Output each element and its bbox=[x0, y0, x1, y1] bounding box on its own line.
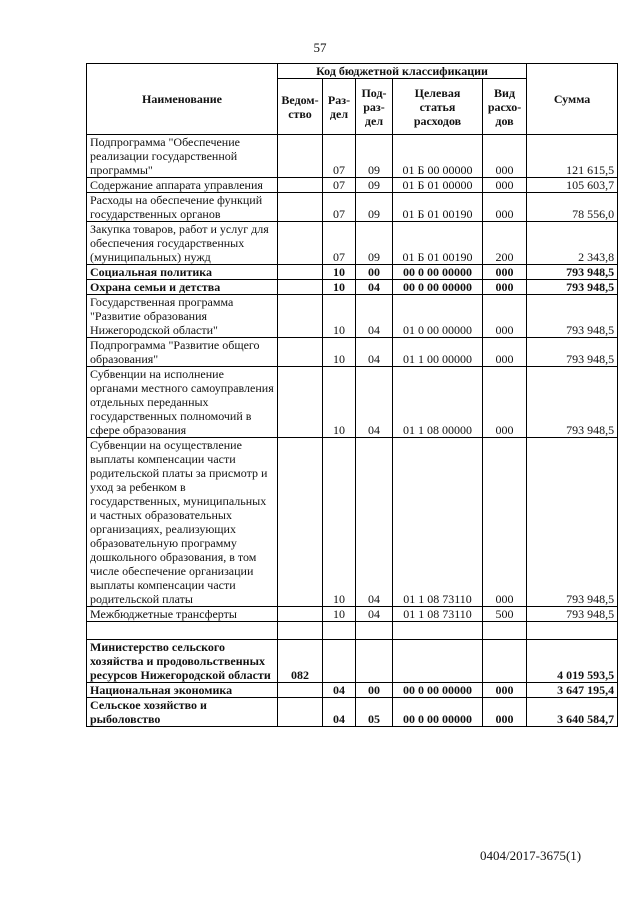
row-subsection: 05 bbox=[356, 698, 393, 727]
row-department bbox=[278, 338, 323, 367]
row-expense-type: 500 bbox=[483, 607, 527, 622]
row-subsection: 00 bbox=[356, 265, 393, 280]
row-section: 10 bbox=[323, 367, 356, 438]
row-section bbox=[323, 640, 356, 683]
row-name: Государственная программа "Развитие образования Нижегородской области" bbox=[87, 295, 278, 338]
row-amount: 793 948,5 bbox=[527, 295, 618, 338]
row-expense-type: 000 bbox=[483, 193, 527, 222]
row-name: Подпрограмма "Развитие общего образования" bbox=[87, 338, 278, 367]
row-subsection: 04 bbox=[356, 295, 393, 338]
row-department bbox=[278, 295, 323, 338]
table-row bbox=[87, 193, 618, 222]
row-target-article: 00 0 00 00000 bbox=[393, 265, 483, 280]
header-name: Наименование bbox=[87, 64, 278, 135]
row-subsection bbox=[356, 640, 393, 683]
row-amount: 2 343,8 bbox=[527, 222, 618, 265]
row-subsection: 04 bbox=[356, 438, 393, 607]
row-section: 04 bbox=[323, 683, 356, 698]
row-subsection: 09 bbox=[356, 222, 393, 265]
row-department bbox=[278, 222, 323, 265]
row-section: 10 bbox=[323, 295, 356, 338]
row-target-article: 00 0 00 00000 bbox=[393, 698, 483, 727]
row-expense-type bbox=[483, 622, 527, 640]
row-department bbox=[278, 683, 323, 698]
row-section: 07 bbox=[323, 178, 356, 193]
row-target-article: 01 1 00 00000 bbox=[393, 338, 483, 367]
row-expense-type: 000 bbox=[483, 178, 527, 193]
table-row bbox=[87, 265, 618, 280]
row-name: Расходы на обеспечение функций государственных органов bbox=[87, 193, 278, 222]
table-row bbox=[87, 280, 618, 295]
table-row bbox=[87, 607, 618, 622]
row-name: Субвенции на осуществление выплаты компенсации части родительской платы за присмотр и уход за ребенком в государственных, муниципальных и частных образовательных организациях, реализующих образовательную программу дошкольного образования, в том числе обеспечение организации выплаты компенсации части родительской платы bbox=[87, 438, 278, 607]
table-row bbox=[87, 222, 618, 265]
row-target-article: 01 1 08 00000 bbox=[393, 367, 483, 438]
row-amount: 793 948,5 bbox=[527, 338, 618, 367]
table-row bbox=[87, 622, 618, 640]
table-row bbox=[87, 295, 618, 338]
row-name: Закупка товаров, работ и услуг для обеспечения государственных (муниципальных) нужд bbox=[87, 222, 278, 265]
row-subsection: 04 bbox=[356, 280, 393, 295]
table-row bbox=[87, 135, 618, 178]
table-row bbox=[87, 698, 618, 727]
table-row bbox=[87, 640, 618, 683]
table-row bbox=[87, 367, 618, 438]
row-name: Содержание аппарата управления bbox=[87, 178, 278, 193]
row-target-article bbox=[393, 622, 483, 640]
row-target-article: 01 1 08 73110 bbox=[393, 438, 483, 607]
document-code: 0404/2017-3675(1) bbox=[480, 848, 582, 863]
row-amount: 793 948,5 bbox=[527, 367, 618, 438]
row-subsection: 04 bbox=[356, 367, 393, 438]
row-section: 07 bbox=[323, 222, 356, 265]
row-subsection: 04 bbox=[356, 607, 393, 622]
row-subsection: 09 bbox=[356, 178, 393, 193]
row-amount bbox=[527, 622, 618, 640]
row-amount: 105 603,7 bbox=[527, 178, 618, 193]
row-amount: 121 615,5 bbox=[527, 135, 618, 178]
row-department bbox=[278, 698, 323, 727]
row-section: 10 bbox=[323, 438, 356, 607]
row-amount: 793 948,5 bbox=[527, 438, 618, 607]
table-row bbox=[87, 683, 618, 698]
row-target-article: 01 Б 00 00000 bbox=[393, 135, 483, 178]
header-subsection: Под-раз-дел bbox=[356, 79, 393, 135]
table-row bbox=[87, 338, 618, 367]
row-expense-type bbox=[483, 640, 527, 683]
budget-table bbox=[86, 63, 618, 727]
row-department bbox=[278, 135, 323, 178]
row-expense-type: 000 bbox=[483, 135, 527, 178]
row-target-article bbox=[393, 640, 483, 683]
row-name: Межбюджетные трансферты bbox=[87, 607, 278, 622]
row-expense-type: 200 bbox=[483, 222, 527, 265]
row-name: Национальная экономика bbox=[87, 683, 278, 698]
header-expense-type: Вид расхо-дов bbox=[483, 79, 527, 135]
row-section: 10 bbox=[323, 607, 356, 622]
header-department: Ведом-ство bbox=[278, 79, 323, 135]
table-body bbox=[87, 135, 618, 727]
row-section bbox=[323, 622, 356, 640]
row-subsection: 00 bbox=[356, 683, 393, 698]
row-amount: 793 948,5 bbox=[527, 607, 618, 622]
row-department bbox=[278, 367, 323, 438]
row-department: 082 bbox=[278, 640, 323, 683]
row-target-article: 01 Б 01 00190 bbox=[393, 193, 483, 222]
table-header bbox=[87, 64, 618, 135]
header-section: Раз-дел bbox=[323, 79, 356, 135]
row-amount: 3 640 584,7 bbox=[527, 698, 618, 727]
row-section: 10 bbox=[323, 338, 356, 367]
row-expense-type: 000 bbox=[483, 683, 527, 698]
row-section: 10 bbox=[323, 280, 356, 295]
row-name: Подпрограмма "Обеспечение реализации государственной программы" bbox=[87, 135, 278, 178]
table-row bbox=[87, 438, 618, 607]
row-department bbox=[278, 438, 323, 607]
row-subsection: 04 bbox=[356, 338, 393, 367]
row-target-article: 01 Б 01 00000 bbox=[393, 178, 483, 193]
row-amount: 4 019 593,5 bbox=[527, 640, 618, 683]
row-expense-type: 000 bbox=[483, 338, 527, 367]
row-name bbox=[87, 622, 278, 640]
row-department bbox=[278, 280, 323, 295]
row-amount: 3 647 195,4 bbox=[527, 683, 618, 698]
header-target-article: Целевая статья расходов bbox=[393, 79, 483, 135]
row-subsection: 09 bbox=[356, 193, 393, 222]
row-amount: 793 948,5 bbox=[527, 265, 618, 280]
row-department bbox=[278, 178, 323, 193]
row-expense-type: 000 bbox=[483, 295, 527, 338]
row-section: 07 bbox=[323, 135, 356, 178]
row-target-article: 00 0 00 00000 bbox=[393, 683, 483, 698]
row-expense-type: 000 bbox=[483, 698, 527, 727]
row-target-article: 01 0 00 00000 bbox=[393, 295, 483, 338]
row-subsection bbox=[356, 622, 393, 640]
row-target-article: 01 Б 01 00190 bbox=[393, 222, 483, 265]
row-name: Субвенции на исполнение органами местного самоуправления отдельных переданных государственных полномочий в сфере образования bbox=[87, 367, 278, 438]
row-department bbox=[278, 265, 323, 280]
row-section: 07 bbox=[323, 193, 356, 222]
header-classification-code: Код бюджетной классификации bbox=[278, 64, 527, 79]
table-row bbox=[87, 178, 618, 193]
row-name: Социальная политика bbox=[87, 265, 278, 280]
row-section: 04 bbox=[323, 698, 356, 727]
row-expense-type: 000 bbox=[483, 438, 527, 607]
row-target-article: 01 1 08 73110 bbox=[393, 607, 483, 622]
row-name: Сельское хозяйство и рыболовство bbox=[87, 698, 278, 727]
row-target-article: 00 0 00 00000 bbox=[393, 280, 483, 295]
page-number: 57 bbox=[313, 40, 327, 55]
row-amount: 78 556,0 bbox=[527, 193, 618, 222]
row-subsection: 09 bbox=[356, 135, 393, 178]
row-department bbox=[278, 193, 323, 222]
row-section: 10 bbox=[323, 265, 356, 280]
row-expense-type: 000 bbox=[483, 367, 527, 438]
row-department bbox=[278, 622, 323, 640]
row-name: Охрана семьи и детства bbox=[87, 280, 278, 295]
row-amount: 793 948,5 bbox=[527, 280, 618, 295]
row-department bbox=[278, 607, 323, 622]
row-expense-type: 000 bbox=[483, 265, 527, 280]
header-amount: Сумма bbox=[527, 64, 618, 135]
row-name: Министерство сельского хозяйства и продовольственных ресурсов Нижегородской области bbox=[87, 640, 278, 683]
row-expense-type: 000 bbox=[483, 280, 527, 295]
